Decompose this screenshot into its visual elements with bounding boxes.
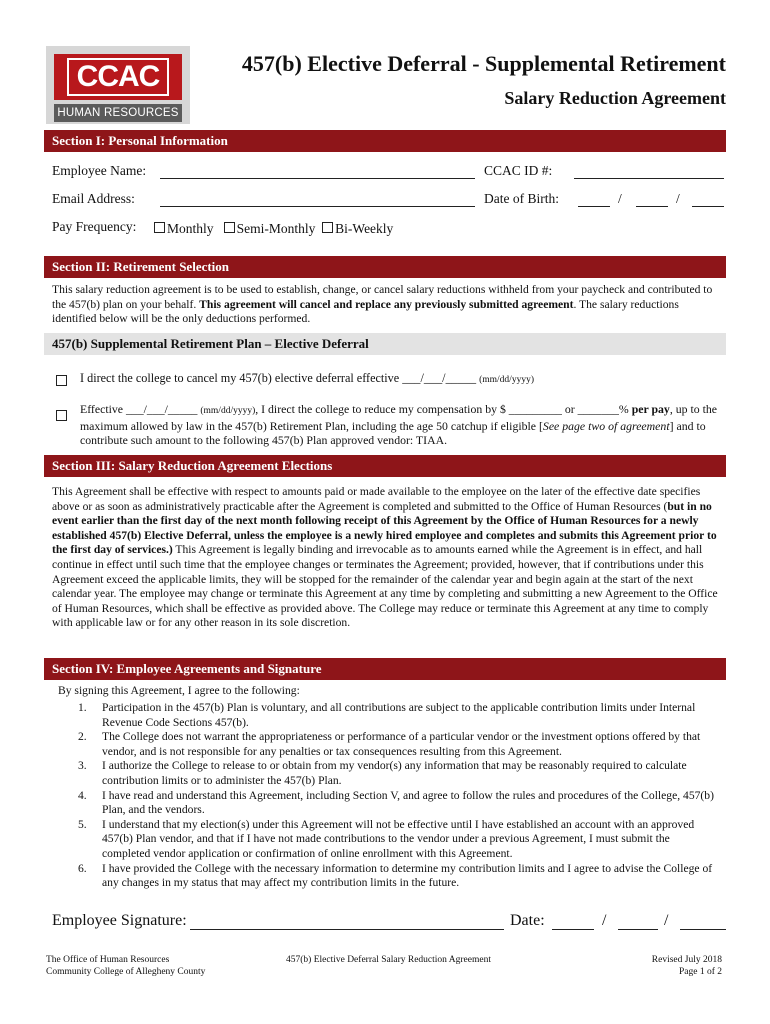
section-2-heading: Section II: Retirement Selection bbox=[44, 256, 726, 278]
agreement-item-text: Participation in the 457(b) Plan is voluntary, and all contributions are subject to the applicable contribution limits under Internal Revenue Code Sections 457(b). bbox=[102, 701, 696, 729]
reduce-compensation-text bbox=[80, 402, 720, 448]
dob-label: Date of Birth: bbox=[484, 191, 559, 206]
signature-field[interactable] bbox=[190, 929, 504, 930]
per-pay-bold: per pay bbox=[631, 402, 670, 416]
agreement-item bbox=[78, 789, 718, 818]
agreement-item-text: I understand that my election(s) under this Agreement will not be effective until I have established an account with an approved 457(b) Plan vendor, and that if I have not made contributions to the vendor under a previous Agreement, I must submit the completed vendor application or confirmation of online enrollment with this Agreement. bbox=[102, 817, 695, 860]
agreement-list bbox=[78, 701, 718, 891]
logo-text: CCAC bbox=[67, 58, 170, 96]
ccac-logo bbox=[46, 46, 190, 124]
monthly-label: Monthly bbox=[167, 221, 214, 236]
logo-badge bbox=[54, 54, 182, 100]
monthly-checkbox[interactable] bbox=[154, 222, 165, 233]
elections-text-end: This Agreement is legally binding and irrevocable as to amounts earned while the Agreement is in effect, and hall continue in effect until such time that the employee changes or terminates the Agreement; provided, however, that if contributions under this Agreement exceed the applicable limits, they will be stopped for the remainder of the calendar year and begin again at the start of the next calendar year. The employee may change or terminate this Agreement at any time by completing and submitting a new Agreement to the Office of Human Resources, which shall be effective as provided above. The College may reduce or terminate this Agreement at any time to comply with applicable law or for any other reason in its sole discretion. bbox=[52, 543, 718, 630]
agreement-item-text: The College does not warrant the appropriateness or performance of a particular vendor or the investment options offered by that vendor, and is not responsible for any penalties or tax consequences resulting from this Agreement. bbox=[102, 730, 701, 758]
agreement-item-text: I authorize the College to release to or obtain from my vendor(s) any information that may be reasonably required to calculate contribution limits or to administer the 457(b) Plan. bbox=[102, 759, 687, 787]
agreement-item bbox=[78, 818, 718, 862]
semi-monthly-label: Semi-Monthly bbox=[236, 221, 316, 236]
form-title: 457(b) Elective Deferral - Supplemental Retirement bbox=[241, 51, 726, 76]
section-4-heading: Section IV: Employee Agreements and Signature bbox=[44, 658, 726, 680]
footer-org-line1: The Office of Human Resources bbox=[46, 955, 170, 965]
cancel-text: I direct the college to cancel my 457(b) elective deferral effective ___/___/_____ bbox=[80, 371, 480, 385]
semi-monthly-checkbox[interactable] bbox=[224, 222, 235, 233]
date-day-field[interactable] bbox=[618, 929, 658, 930]
agreement-item-number: 3. bbox=[78, 759, 87, 773]
cancel-deferral-text bbox=[80, 371, 534, 386]
pay-frequency-label: Pay Frequency: bbox=[52, 219, 137, 234]
bi-weekly-checkbox[interactable] bbox=[322, 222, 333, 233]
date-separator: / bbox=[602, 912, 607, 929]
employee-name-label: Employee Name: bbox=[52, 163, 147, 178]
agreement-intro: By signing this Agreement, I agree to the following: bbox=[58, 684, 300, 697]
agreement-item-text: I have provided the College with the necessary information to determine my contribution limits and I agree to advise the College of any changes in my status that may affect my contribution limits in the future. bbox=[102, 861, 713, 890]
dob-separator: / bbox=[618, 191, 622, 206]
intro-bold: This agreement will cancel and replace any previously submitted agreement bbox=[199, 297, 574, 311]
email-field[interactable] bbox=[160, 206, 475, 207]
footer-title: 457(b) Elective Deferral Salary Reduction Agreement bbox=[286, 955, 491, 965]
signature-label: Employee Signature: bbox=[52, 912, 187, 929]
agreement-item-number: 5. bbox=[78, 817, 87, 831]
section-1-heading: Section I: Personal Information bbox=[44, 130, 726, 152]
dob-year-field[interactable] bbox=[692, 206, 724, 207]
agreement-item-text: I have read and understand this Agreement, including Section V, and agree to follow the rules and procedures of the College, 457(b) Plan, and the vendors. bbox=[102, 788, 714, 817]
dob-separator: / bbox=[676, 191, 680, 206]
reduce-text: , up to the maximum allowed by law in the 457(b) Retirement Plan, including the age 50 catchup if eligible [ bbox=[80, 402, 718, 433]
logo-subtitle: HUMAN RESOURCES bbox=[54, 104, 182, 122]
footer-revision bbox=[652, 954, 722, 978]
agreement-item-number: 1. bbox=[78, 701, 87, 714]
revised-date: Revised July 2018 bbox=[651, 955, 722, 965]
reduce-text: , I direct the college to reduce my compensation by $ _________ or _______% bbox=[255, 402, 632, 416]
dob-month-field[interactable] bbox=[578, 206, 610, 207]
intro-text-end: . The salary reductions identified below will be the only deductions performed. bbox=[52, 297, 679, 326]
ccac-id-field[interactable] bbox=[574, 178, 724, 179]
agreement-item bbox=[78, 862, 718, 891]
bi-weekly-label: Bi-Weekly bbox=[335, 221, 394, 236]
footer-org-line2: Community College of Allegheny County bbox=[46, 967, 206, 977]
agreement-item-number: 6. bbox=[78, 861, 87, 875]
dob-day-field[interactable] bbox=[636, 206, 668, 207]
form-subtitle: Salary Reduction Agreement bbox=[504, 88, 726, 108]
intro-text: This salary reduction agreement is to be used to establish, change, or cancel salary reductions withheld from your paycheck and contributed to the 457(b) plan on your behalf. bbox=[52, 283, 713, 311]
plan-heading: 457(b) Supplemental Retirement Plan – Elective Deferral bbox=[44, 333, 726, 355]
reduce-compensation-checkbox[interactable] bbox=[56, 410, 67, 421]
date-separator: / bbox=[664, 912, 669, 929]
agreement-item bbox=[78, 701, 718, 730]
agreement-item-number: 2. bbox=[78, 730, 87, 744]
see-page-two: See page two of agreement bbox=[542, 418, 670, 433]
elections-text: This Agreement shall be effective with respect to amounts paid or made available to the employee on the later of the effective date specifies above or as soon as administratively practicable after the Agreement is completed and submitted to the Office of Human Resources ( bbox=[52, 485, 701, 513]
reduce-text: Effective ___/___/_____ bbox=[80, 402, 201, 416]
cancel-deferral-checkbox[interactable] bbox=[56, 375, 67, 386]
agreement-item-number: 4. bbox=[78, 788, 87, 802]
pay-frequency-options bbox=[154, 221, 393, 237]
agreement-item bbox=[78, 730, 718, 759]
reduce-text: ] and to contribute such amount to the following 457(b) Plan approved vendor: TIAA. bbox=[80, 418, 706, 448]
date-format-hint: (mm/dd/yyyy) bbox=[479, 375, 534, 385]
email-label: Email Address: bbox=[52, 191, 135, 206]
date-month-field[interactable] bbox=[552, 929, 594, 930]
date-label: Date: bbox=[510, 912, 545, 929]
elections-bold: but in no event earlier than the first day of the next month following receipt of this Agreement by the Office of Human Resources for a newly established 457(b) Elective Deferral, unless the employee is a newly hired employee and completes and submits this Agreement prior to the first day of services.) bbox=[52, 499, 717, 557]
ccac-id-label: CCAC ID #: bbox=[484, 163, 553, 178]
elections-paragraph bbox=[52, 485, 722, 631]
agreement-item bbox=[78, 759, 718, 788]
section-3-heading: Section III: Salary Reduction Agreement Elections bbox=[44, 455, 726, 477]
retirement-intro bbox=[52, 283, 722, 327]
employee-name-field[interactable] bbox=[160, 178, 475, 179]
footer-org bbox=[46, 954, 205, 978]
date-year-field[interactable] bbox=[680, 929, 726, 930]
page-number: Page 1 of 2 bbox=[678, 967, 722, 977]
date-format-hint: (mm/dd/yyyy) bbox=[200, 406, 256, 416]
